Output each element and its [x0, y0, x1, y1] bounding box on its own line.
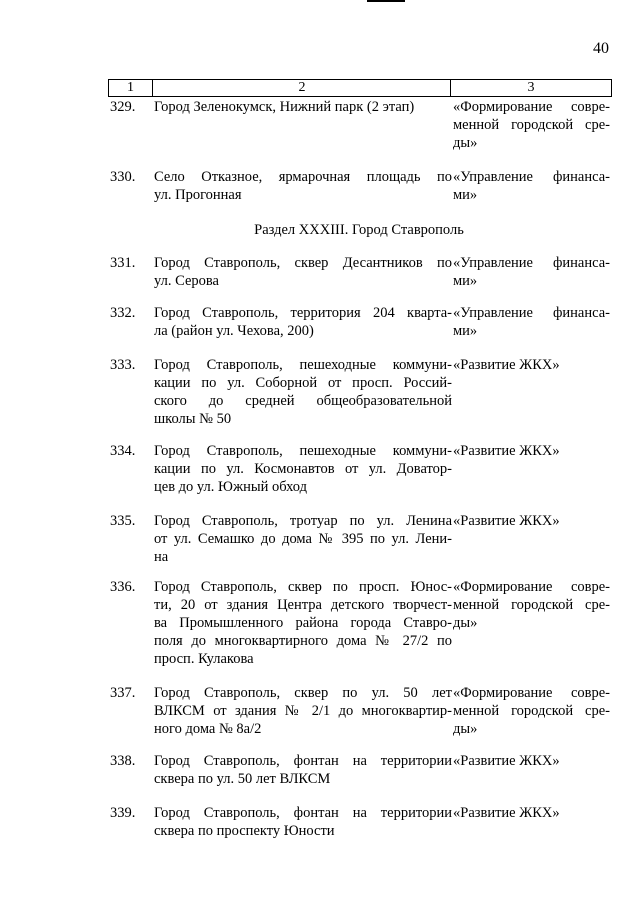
row-program	[453, 752, 610, 770]
description-line: Город Ставрополь, сквер по просп. Юнос-	[154, 579, 452, 595]
row-number: 329.	[110, 99, 136, 115]
row-number: 336.	[110, 579, 136, 595]
page-number: 40	[593, 40, 609, 57]
row-description	[154, 684, 452, 738]
description-line: сквера по проспекту Юности	[154, 823, 335, 839]
description-line: поля до многоквартирного дома № 27/2 по	[154, 633, 452, 649]
description-line: ти, 20 от здания Центра детского творчест-	[154, 597, 452, 613]
description-line: сквера по ул. 50 лет ВЛКСМ	[154, 771, 331, 787]
program-line: «Формирование совре-	[453, 579, 610, 595]
row-number: 332.	[110, 305, 136, 321]
description-line: Город Ставрополь, фонтан на территории	[154, 753, 452, 769]
row-number: 338.	[110, 753, 136, 769]
row-program	[453, 512, 610, 530]
program-line: ды»	[453, 721, 478, 737]
description-line: от ул. Семашко до дома № 395 по ул. Лени-	[154, 531, 452, 547]
program-line: менной городской сре-	[453, 703, 610, 719]
row-program	[453, 304, 610, 340]
description-line: Город Ставрополь, тротуар по ул. Ленина	[154, 513, 452, 529]
description-line: просп. Кулакова	[154, 651, 254, 667]
header-col-1: 1	[127, 80, 134, 95]
program-line: «Развитие ЖКХ»	[453, 805, 560, 821]
description-line: ВЛКСМ от здания № 2/1 до многоквартир-	[154, 703, 452, 719]
row-program	[453, 98, 610, 152]
row-program	[453, 356, 610, 374]
row-program	[453, 168, 610, 204]
row-description	[154, 442, 452, 496]
program-line: «Развитие ЖКХ»	[453, 513, 560, 529]
row-description	[154, 98, 452, 116]
header-col-2: 2	[298, 80, 306, 95]
description-line: ул. Прогонная	[154, 187, 242, 203]
description-line: Город Ставрополь, пешеходные коммуни-	[154, 443, 452, 459]
description-line: Город Ставрополь, фонтан на территории	[154, 805, 452, 821]
row-description	[154, 168, 452, 204]
description-line: ского до средней общеобразовательной	[154, 393, 452, 409]
table-header	[108, 79, 612, 97]
description-line: цев до ул. Южный обход	[154, 479, 307, 495]
program-line: ми»	[453, 273, 478, 289]
row-program	[453, 578, 610, 632]
row-number: 337.	[110, 685, 136, 701]
description-line: кации по ул. Соборной от просп. Россий-	[154, 375, 452, 391]
row-number: 339.	[110, 805, 136, 821]
program-line: менной городской сре-	[453, 597, 610, 613]
description-line: Село Отказное, ярмарочная площадь по	[154, 169, 452, 185]
description-line: ва Промышленного района города Ставро-	[154, 615, 452, 631]
program-line: ми»	[453, 323, 478, 339]
row-program	[453, 804, 610, 822]
section-title: Раздел XXXIII. Город Ставрополь	[254, 222, 464, 238]
description-line: Город Ставрополь, пешеходные коммуни-	[154, 357, 452, 373]
description-line: на	[154, 549, 169, 565]
row-program	[453, 254, 610, 290]
program-line: «Формирование совре-	[453, 685, 610, 701]
row-number: 330.	[110, 169, 136, 185]
header-col-3: 3	[527, 80, 535, 95]
row-number: 335.	[110, 513, 136, 529]
description-line: Город Ставрополь, сквер по ул. 50 лет	[154, 685, 452, 701]
row-description	[154, 512, 452, 566]
description-line: Город Ставрополь, сквер Десантников по	[154, 255, 452, 271]
program-line: менной городской сре-	[453, 117, 610, 133]
program-line: ды»	[453, 135, 478, 151]
program-line: «Развитие ЖКХ»	[453, 443, 560, 459]
program-line: «Управление финанса-	[453, 305, 610, 321]
row-number: 333.	[110, 357, 136, 373]
top-mark	[367, 0, 405, 2]
row-program	[453, 684, 610, 738]
description-line: Город Ставрополь, территория 204 кварта-	[154, 305, 452, 321]
row-number: 334.	[110, 443, 136, 459]
row-number: 331.	[110, 255, 136, 271]
description-line: кации по ул. Космонавтов от ул. Доватор-	[154, 461, 452, 477]
program-line: «Управление финанса-	[453, 255, 610, 271]
program-line: «Развитие ЖКХ»	[453, 753, 560, 769]
description-line: ул. Серова	[154, 273, 219, 289]
description-line: Город Зеленокумск, Нижний парк (2 этап)	[154, 99, 415, 115]
program-line: «Формирование совре-	[453, 99, 610, 115]
program-line: ды»	[453, 615, 478, 631]
program-line: «Управление финанса-	[453, 169, 610, 185]
row-description	[154, 578, 452, 668]
program-line: «Развитие ЖКХ»	[453, 357, 560, 373]
description-line: ного дома № 8а/2	[154, 721, 262, 737]
description-line: ла (район ул. Чехова, 200)	[154, 323, 314, 339]
row-description	[154, 356, 452, 428]
row-description	[154, 304, 452, 340]
program-line: ми»	[453, 187, 478, 203]
row-description	[154, 804, 452, 840]
row-description	[154, 752, 452, 788]
row-description	[154, 254, 452, 290]
description-line: школы № 50	[154, 411, 232, 427]
row-program	[453, 442, 610, 460]
